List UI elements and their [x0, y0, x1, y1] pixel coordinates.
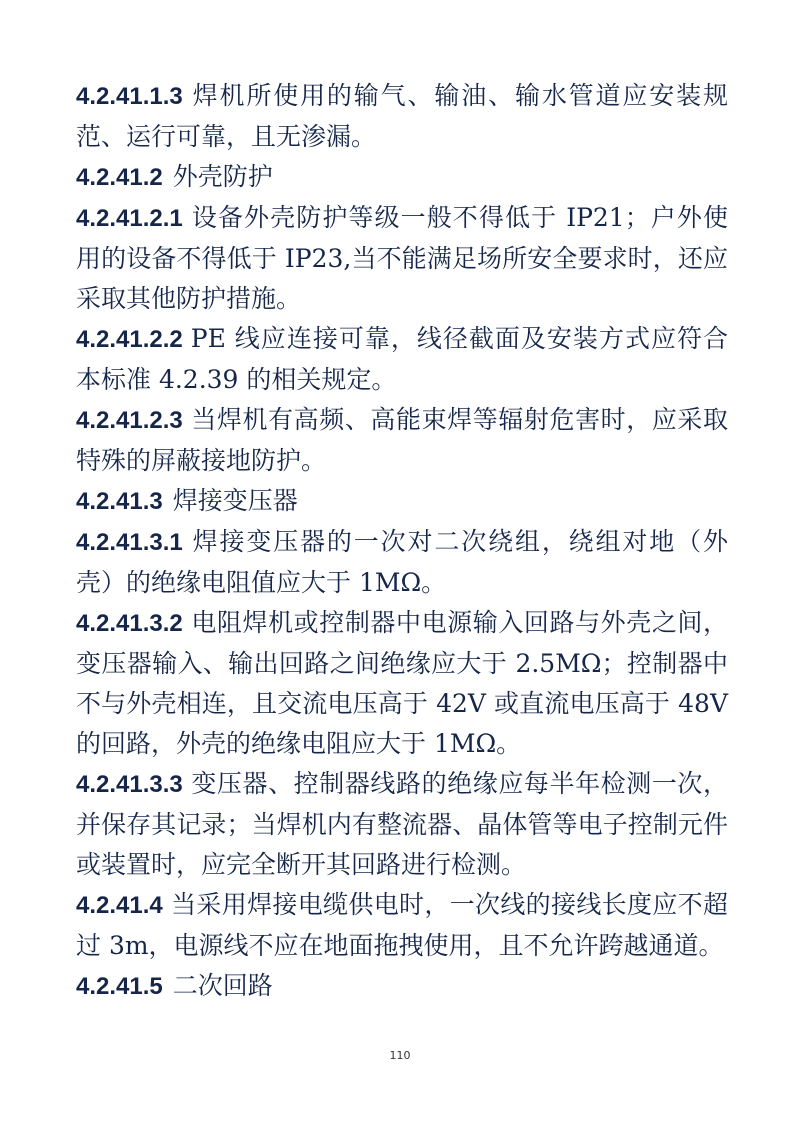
page-number: 110	[389, 1049, 411, 1062]
paragraph-4-2-41-3-2	[76, 603, 728, 764]
clause-number: 4.2.41.4	[76, 892, 163, 919]
clause-text: 焊接变压器	[172, 486, 298, 515]
clause-number: 4.2.41.3.2	[76, 610, 183, 637]
section-heading-4-2-41-2	[76, 157, 728, 198]
clause-text: 当采用焊接电缆供电时，一次线的接线长度应不超过 3m，电源线不应在地面拖拽使用，且不允许跨越通道。	[76, 890, 728, 960]
clause-text: 变压器、控制器线路的绝缘应每半年检测一次，并保存其记录；当焊机内有整流器、晶体管等电子控制元件或装置时，应完全断开其回路进行检测。	[76, 769, 728, 879]
clause-text: PE 线应连接可靠，线径截面及安装方式应符合本标准 4.2.39 的相关规定。	[76, 324, 728, 394]
clause-text: 设备外壳防护等级一般不得低于 IP21；户外使用的设备不得低于 IP23,当不能满足场所安全要求时，还应采取其他防护措施。	[76, 203, 728, 313]
section-heading-4-2-41-3	[76, 481, 728, 522]
clause-number: 4.2.41.3	[76, 488, 163, 515]
clause-number: 4.2.41.3.1	[76, 529, 183, 556]
clause-text: 外壳防护	[172, 162, 273, 191]
clause-number: 4.2.41.2.2	[76, 326, 183, 353]
clause-text: 电阻焊机或控制器中电源输入回路与外壳之间，变压器输入、输出回路之间绝缘应大于 2.5MΩ；控制器中不与外壳相连，且交流电压高于 42V 或直流电压高于 48V 的回路，外壳的绝缘电阻应大于 1MΩ。	[76, 608, 728, 758]
paragraph-4-2-41-2-2	[76, 319, 728, 400]
clause-number: 4.2.41.2.1	[76, 205, 183, 232]
paragraph-4-2-41-1-3	[76, 76, 728, 157]
clause-number: 4.2.41.1.3	[76, 83, 183, 110]
document-body	[76, 76, 728, 1007]
section-heading-4-2-41-5	[76, 966, 728, 1007]
clause-text: 焊机所使用的输气、输油、输水管道应安装规范、运行可靠，且无渗漏。	[76, 81, 728, 151]
clause-number: 4.2.41.2	[76, 164, 163, 191]
paragraph-4-2-41-2-1	[76, 198, 728, 319]
clause-number: 4.2.41.2.3	[76, 407, 183, 434]
clause-text: 焊接变压器的一次对二次绕组，绕组对地（外壳）的绝缘电阻值应大于 1MΩ。	[76, 527, 728, 597]
paragraph-4-2-41-3-3	[76, 764, 728, 885]
clause-text: 当焊机有高频、高能束焊等辐射危害时，应采取特殊的屏蔽接地防护。	[76, 405, 728, 475]
clause-number: 4.2.41.5	[76, 973, 163, 1000]
paragraph-4-2-41-2-3	[76, 400, 728, 481]
clause-text: 二次回路	[172, 971, 273, 1000]
paragraph-4-2-41-4	[76, 885, 728, 966]
clause-number: 4.2.41.3.3	[76, 771, 183, 798]
paragraph-4-2-41-3-1	[76, 522, 728, 603]
